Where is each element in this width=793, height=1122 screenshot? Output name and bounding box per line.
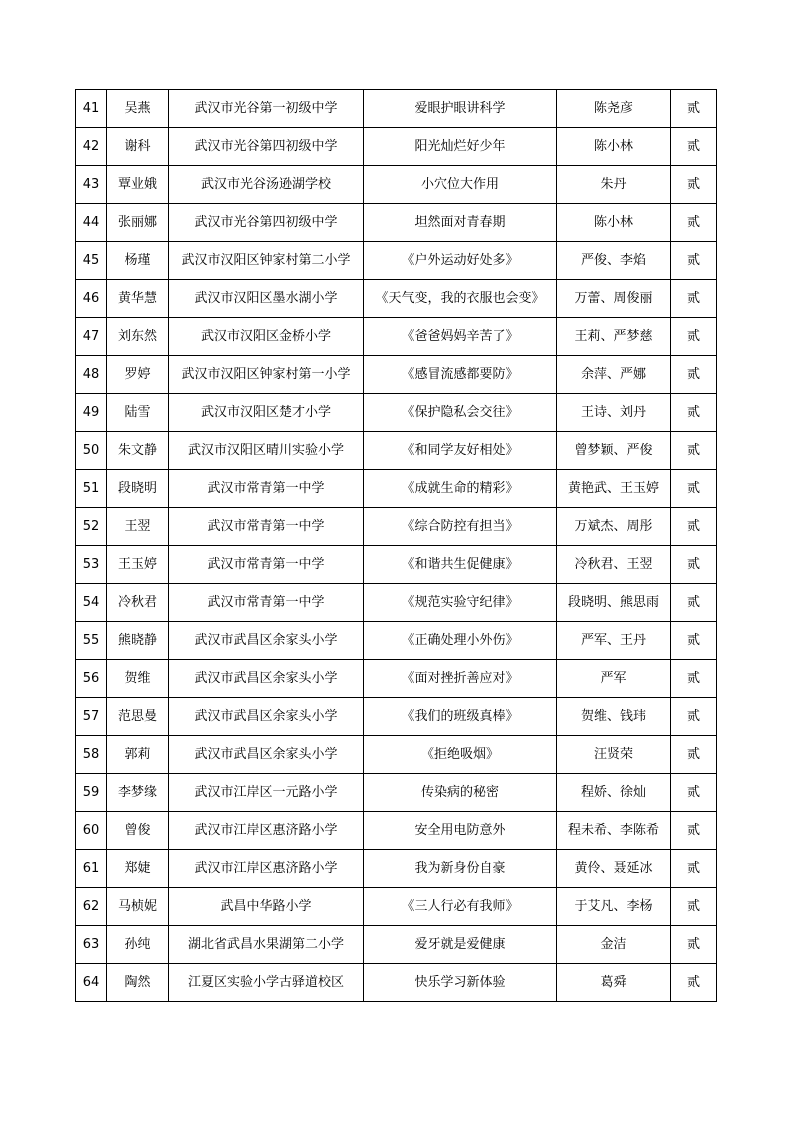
row-number-cell: 46 — [76, 280, 107, 318]
student-name-cell: 郑婕 — [107, 850, 169, 888]
table-row — [76, 926, 717, 964]
award-level-cell: 贰 — [671, 204, 717, 242]
table-row — [76, 470, 717, 508]
advisor-teachers-cell: 汪贤荣 — [557, 736, 671, 774]
student-name-cell: 吴燕 — [107, 90, 169, 128]
advisor-teachers-cell: 陈尧彦 — [557, 90, 671, 128]
table-row — [76, 432, 717, 470]
row-number-cell: 43 — [76, 166, 107, 204]
table-row — [76, 888, 717, 926]
row-number-cell: 57 — [76, 698, 107, 736]
lesson-title-cell: 快乐学习新体验 — [364, 964, 557, 1002]
advisor-teachers-cell: 段晓明、熊思雨 — [557, 584, 671, 622]
award-level-cell: 贰 — [671, 166, 717, 204]
school-name-cell: 武昌中华路小学 — [169, 888, 364, 926]
lesson-title-cell: 爱牙就是爱健康 — [364, 926, 557, 964]
table-row — [76, 698, 717, 736]
award-level-cell: 贰 — [671, 394, 717, 432]
lesson-title-cell: 《规范实验守纪律》 — [364, 584, 557, 622]
row-number-cell: 62 — [76, 888, 107, 926]
school-name-cell: 武汉市武昌区余家头小学 — [169, 660, 364, 698]
lesson-title-cell: 小穴位大作用 — [364, 166, 557, 204]
student-name-cell: 郭莉 — [107, 736, 169, 774]
student-name-cell: 段晓明 — [107, 470, 169, 508]
student-name-cell: 张丽娜 — [107, 204, 169, 242]
award-level-cell: 贰 — [671, 318, 717, 356]
advisor-teachers-cell: 黄艳武、王玉婷 — [557, 470, 671, 508]
student-name-cell: 范思曼 — [107, 698, 169, 736]
row-number-cell: 56 — [76, 660, 107, 698]
table-row — [76, 508, 717, 546]
school-name-cell: 武汉市汉阳区墨水湖小学 — [169, 280, 364, 318]
award-level-cell: 贰 — [671, 812, 717, 850]
student-name-cell: 王翌 — [107, 508, 169, 546]
student-name-cell: 刘东然 — [107, 318, 169, 356]
award-level-cell: 贰 — [671, 280, 717, 318]
student-name-cell: 陶然 — [107, 964, 169, 1002]
row-number-cell: 50 — [76, 432, 107, 470]
advisor-teachers-cell: 王诗、刘丹 — [557, 394, 671, 432]
row-number-cell: 61 — [76, 850, 107, 888]
school-name-cell: 武汉市汉阳区钟家村第一小学 — [169, 356, 364, 394]
advisor-teachers-cell: 程未希、李陈希 — [557, 812, 671, 850]
lesson-title-cell: 《拒绝吸烟》 — [364, 736, 557, 774]
advisor-teachers-cell: 贺维、钱玮 — [557, 698, 671, 736]
lesson-title-cell: 《正确处理小外伤》 — [364, 622, 557, 660]
row-number-cell: 49 — [76, 394, 107, 432]
award-level-cell: 贰 — [671, 242, 717, 280]
lesson-title-cell: 坦然面对青春期 — [364, 204, 557, 242]
table-row — [76, 90, 717, 128]
table-row — [76, 128, 717, 166]
advisor-teachers-cell: 余萍、严娜 — [557, 356, 671, 394]
table-row — [76, 394, 717, 432]
award-level-cell: 贰 — [671, 926, 717, 964]
award-level-cell: 贰 — [671, 584, 717, 622]
table-row — [76, 318, 717, 356]
lesson-title-cell: 《三人行必有我师》 — [364, 888, 557, 926]
student-name-cell: 王玉婷 — [107, 546, 169, 584]
lesson-title-cell: 《和同学友好相处》 — [364, 432, 557, 470]
lesson-title-cell: 《成就生命的精彩》 — [364, 470, 557, 508]
advisor-teachers-cell: 金洁 — [557, 926, 671, 964]
table-row — [76, 964, 717, 1002]
advisor-teachers-cell: 严军 — [557, 660, 671, 698]
award-level-cell: 贰 — [671, 508, 717, 546]
lesson-title-cell: 阳光灿烂好少年 — [364, 128, 557, 166]
school-name-cell: 武汉市武昌区余家头小学 — [169, 736, 364, 774]
row-number-cell: 42 — [76, 128, 107, 166]
school-name-cell: 武汉市常青第一中学 — [169, 584, 364, 622]
school-name-cell: 武汉市常青第一中学 — [169, 470, 364, 508]
table-row — [76, 166, 717, 204]
award-level-cell: 贰 — [671, 698, 717, 736]
student-name-cell: 曾俊 — [107, 812, 169, 850]
row-number-cell: 60 — [76, 812, 107, 850]
row-number-cell: 44 — [76, 204, 107, 242]
student-name-cell: 谢科 — [107, 128, 169, 166]
table-row — [76, 850, 717, 888]
advisor-teachers-cell: 葛舜 — [557, 964, 671, 1002]
lesson-title-cell: 《保护隐私会交往》 — [364, 394, 557, 432]
advisor-teachers-cell: 陈小林 — [557, 128, 671, 166]
award-level-cell: 贰 — [671, 546, 717, 584]
award-level-cell: 贰 — [671, 128, 717, 166]
school-name-cell: 武汉市光谷第一初级中学 — [169, 90, 364, 128]
row-number-cell: 48 — [76, 356, 107, 394]
advisor-teachers-cell: 冷秋君、王翌 — [557, 546, 671, 584]
school-name-cell: 武汉市江岸区惠济路小学 — [169, 850, 364, 888]
row-number-cell: 51 — [76, 470, 107, 508]
row-number-cell: 52 — [76, 508, 107, 546]
table-row — [76, 242, 717, 280]
lesson-title-cell: 《天气变，我的衣服也会变》 — [364, 280, 557, 318]
row-number-cell: 63 — [76, 926, 107, 964]
table-row — [76, 546, 717, 584]
student-name-cell: 罗婷 — [107, 356, 169, 394]
school-name-cell: 武汉市江岸区一元路小学 — [169, 774, 364, 812]
row-number-cell: 64 — [76, 964, 107, 1002]
table-row — [76, 812, 717, 850]
table-row — [76, 622, 717, 660]
lesson-title-cell: 《感冒流感都要防》 — [364, 356, 557, 394]
student-name-cell: 覃业娥 — [107, 166, 169, 204]
table-row — [76, 774, 717, 812]
table-row — [76, 660, 717, 698]
row-number-cell: 54 — [76, 584, 107, 622]
lesson-title-cell: 《综合防控有担当》 — [364, 508, 557, 546]
row-number-cell: 58 — [76, 736, 107, 774]
row-number-cell: 45 — [76, 242, 107, 280]
lesson-title-cell: 《面对挫折善应对》 — [364, 660, 557, 698]
school-name-cell: 武汉市武昌区余家头小学 — [169, 698, 364, 736]
lesson-title-cell: 《户外运动好处多》 — [364, 242, 557, 280]
student-name-cell: 熊晓静 — [107, 622, 169, 660]
school-name-cell: 武汉市武昌区余家头小学 — [169, 622, 364, 660]
lesson-title-cell: 《爸爸妈妈辛苦了》 — [364, 318, 557, 356]
table-row — [76, 280, 717, 318]
student-name-cell: 孙纯 — [107, 926, 169, 964]
school-name-cell: 武汉市常青第一中学 — [169, 546, 364, 584]
student-name-cell: 陆雪 — [107, 394, 169, 432]
row-number-cell: 59 — [76, 774, 107, 812]
school-name-cell: 武汉市光谷第四初级中学 — [169, 128, 364, 166]
lesson-title-cell: 我为新身份自豪 — [364, 850, 557, 888]
award-level-cell: 贰 — [671, 774, 717, 812]
advisor-teachers-cell: 万斌杰、周彤 — [557, 508, 671, 546]
school-name-cell: 武汉市汉阳区钟家村第二小学 — [169, 242, 364, 280]
school-name-cell: 江夏区实验小学古驿道校区 — [169, 964, 364, 1002]
award-level-cell: 贰 — [671, 470, 717, 508]
award-level-cell: 贰 — [671, 356, 717, 394]
award-level-cell: 贰 — [671, 736, 717, 774]
award-level-cell: 贰 — [671, 964, 717, 1002]
award-level-cell: 贰 — [671, 660, 717, 698]
table-row — [76, 356, 717, 394]
student-name-cell: 朱文静 — [107, 432, 169, 470]
school-name-cell: 武汉市常青第一中学 — [169, 508, 364, 546]
school-name-cell: 武汉市汉阳区楚才小学 — [169, 394, 364, 432]
table-row — [76, 584, 717, 622]
table-row — [76, 204, 717, 242]
advisor-teachers-cell: 程娇、徐灿 — [557, 774, 671, 812]
student-name-cell: 黄华慧 — [107, 280, 169, 318]
award-level-cell: 贰 — [671, 888, 717, 926]
row-number-cell: 41 — [76, 90, 107, 128]
advisor-teachers-cell: 万蕾、周俊丽 — [557, 280, 671, 318]
lesson-title-cell: 传染病的秘密 — [364, 774, 557, 812]
advisor-teachers-cell: 陈小林 — [557, 204, 671, 242]
lesson-title-cell: 《和谐共生促健康》 — [364, 546, 557, 584]
row-number-cell: 55 — [76, 622, 107, 660]
award-level-cell: 贰 — [671, 622, 717, 660]
school-name-cell: 湖北省武昌水果湖第二小学 — [169, 926, 364, 964]
award-level-cell: 贰 — [671, 850, 717, 888]
advisor-teachers-cell: 黄伶、聂延冰 — [557, 850, 671, 888]
advisor-teachers-cell: 朱丹 — [557, 166, 671, 204]
table-body — [76, 90, 717, 1002]
student-name-cell: 马桢妮 — [107, 888, 169, 926]
school-name-cell: 武汉市光谷第四初级中学 — [169, 204, 364, 242]
advisor-teachers-cell: 严俊、李焰 — [557, 242, 671, 280]
school-name-cell: 武汉市江岸区惠济路小学 — [169, 812, 364, 850]
lesson-title-cell: 爱眼护眼讲科学 — [364, 90, 557, 128]
student-name-cell: 冷秋君 — [107, 584, 169, 622]
award-table — [75, 89, 717, 1002]
lesson-title-cell: 《我们的班级真棒》 — [364, 698, 557, 736]
award-level-cell: 贰 — [671, 432, 717, 470]
advisor-teachers-cell: 于艾凡、李杨 — [557, 888, 671, 926]
student-name-cell: 杨瑾 — [107, 242, 169, 280]
student-name-cell: 李梦缘 — [107, 774, 169, 812]
advisor-teachers-cell: 王莉、严梦慈 — [557, 318, 671, 356]
school-name-cell: 武汉市汉阳区金桥小学 — [169, 318, 364, 356]
advisor-teachers-cell: 曾梦颖、严俊 — [557, 432, 671, 470]
student-name-cell: 贺维 — [107, 660, 169, 698]
advisor-teachers-cell: 严军、王丹 — [557, 622, 671, 660]
award-level-cell: 贰 — [671, 90, 717, 128]
school-name-cell: 武汉市汉阳区晴川实验小学 — [169, 432, 364, 470]
row-number-cell: 47 — [76, 318, 107, 356]
lesson-title-cell: 安全用电防意外 — [364, 812, 557, 850]
table-row — [76, 736, 717, 774]
school-name-cell: 武汉市光谷汤逊湖学校 — [169, 166, 364, 204]
row-number-cell: 53 — [76, 546, 107, 584]
